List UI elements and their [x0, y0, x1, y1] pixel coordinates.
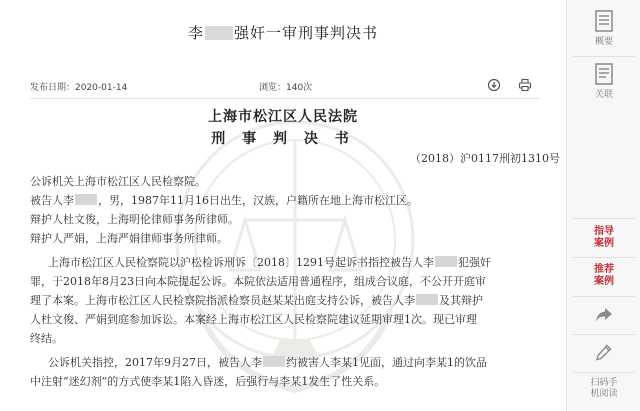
paragraph-indictment-line-4: 人杜文俊、严娟到庭参加诉讼。本案经上海市松江区人民检察院建议延期审理1次。现已审理 [30, 313, 477, 326]
divider [573, 372, 635, 373]
related-button[interactable] [567, 63, 640, 100]
recommended-cases-link[interactable]: 推荐 案例 [594, 264, 614, 287]
title-suffix: 强奸一审刑事判决书 [234, 24, 379, 42]
divider [573, 218, 635, 219]
redacted-name [416, 294, 438, 305]
related-label: 关联 [594, 90, 613, 100]
redacted-name [435, 256, 457, 267]
paragraph-defendant [30, 191, 418, 210]
indictment-text-end: 及其辩护 [439, 294, 483, 307]
summary-label: 概要 [594, 37, 613, 47]
pencil-icon [596, 344, 612, 362]
paragraph-indictment-line-5: 终结。 [30, 332, 63, 345]
paragraph-indictment-line-2: 罪，于2018年8月23日向本院提起公诉。本院依法适用普通程序，组成合议庭，不公开开庭审 [30, 275, 486, 288]
summary-button[interactable] [567, 10, 640, 47]
charge-text-end: 约被害人李某1见面，通过向李某1的饮品 [286, 356, 487, 369]
paragraph-indictment-line-1 [48, 253, 491, 272]
paragraph-charge-line-2: 中注射“迷幻剂”的方式使李某1陷入昏迷，后强行与李某1发生了性关系。 [30, 375, 386, 388]
defendant-prefix: 被告人李 [30, 194, 74, 207]
indictment-text-end: 犯强奸 [458, 256, 491, 269]
defendant-details: ，男，1987年11月16日出生，汉族，户籍所在地上海市松江区。 [98, 194, 418, 207]
document-link-icon [594, 63, 614, 85]
paragraph-counsel-1: 辩护人杜文俊，上海明伦律师事务所律师。 [30, 213, 239, 226]
guiding-cases-link[interactable]: 指导 案例 [594, 226, 614, 249]
publish-date: 发布日期：2020-01-14 [30, 83, 128, 93]
document-type: 刑 事 判 决 书 [211, 131, 355, 147]
redacted-name [205, 26, 233, 40]
court-name: 上海市松江区人民法院 [208, 109, 358, 125]
divider [573, 257, 635, 258]
share-button[interactable] [567, 298, 640, 332]
divider [573, 56, 635, 57]
meta-bar [30, 72, 540, 99]
scan-to-read-label[interactable]: 扫码手 机阅读 [590, 378, 618, 399]
case-number: （2018）沪0117刑初1310号 [410, 152, 560, 165]
paragraph-counsel-2: 辩护人严娟，上海严娟律师事务所律师。 [30, 232, 228, 245]
download-icon[interactable] [485, 76, 503, 94]
indictment-text: 理了本案。上海市松江区人民检察院指派检察员赵某某出庭支持公诉，被告人李 [30, 294, 415, 307]
redacted-name [75, 194, 97, 205]
right-sidebar [566, 0, 640, 411]
document-title [0, 22, 566, 43]
redacted-name [263, 356, 285, 367]
paragraph-charge-line-1 [48, 353, 487, 372]
paragraph-indictment-line-3 [30, 291, 483, 310]
charge-text: 公诉机关指控，2017年9月27日，被告人李 [48, 356, 262, 369]
indictment-text: 上海市松江区人民检察院以沪松检诉刑诉〔2018〕1291号起诉书指控被告人李 [48, 256, 434, 269]
print-icon[interactable] [516, 76, 534, 94]
share-icon [595, 307, 613, 323]
divider [573, 334, 635, 335]
paragraph-prosecution: 公诉机关上海市松江区人民检察院。 [30, 175, 206, 188]
divider [573, 296, 635, 297]
document-list-icon [594, 10, 614, 32]
view-count: 浏览：140次 [259, 83, 313, 93]
title-prefix: 李 [187, 24, 204, 42]
edit-button[interactable] [567, 336, 640, 370]
